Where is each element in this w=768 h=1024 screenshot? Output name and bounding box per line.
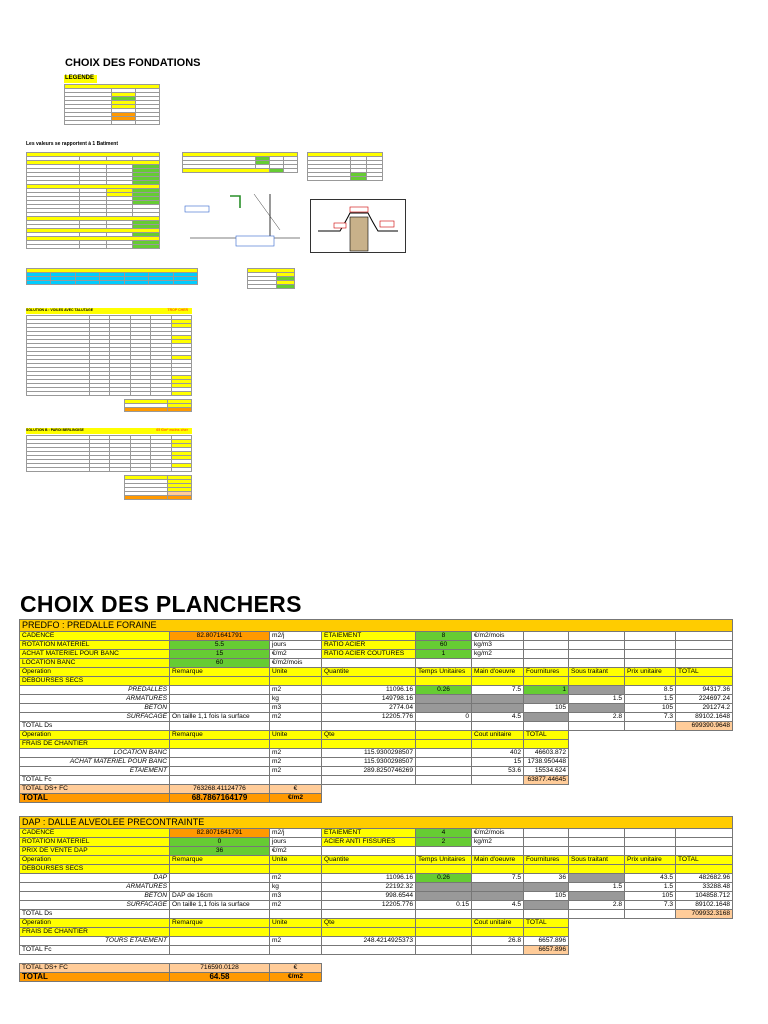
dap-section-title: DAP : DALLE ALVEOLEE PRECONTRAINTE — [20, 817, 733, 829]
unit-price-cell: 105 — [625, 704, 676, 713]
labour-cell: 4.5 — [472, 713, 524, 722]
column-header: Temps Unitaires — [416, 668, 472, 677]
param-unit: €/m2/mois — [472, 632, 524, 641]
param-unit: kg/m2 — [472, 650, 524, 659]
unit-cell: m3 — [270, 892, 322, 901]
param-unit: €/m2/mois — [472, 829, 524, 838]
unit-cost-cell: 53.6 — [472, 767, 524, 776]
solution-b-header — [26, 428, 192, 434]
total-label: TOTAL — [20, 794, 170, 803]
param-value: 4 — [416, 829, 472, 838]
total-label: TOTAL — [20, 973, 170, 982]
supply-cell — [524, 883, 569, 892]
total-dsfc-row — [20, 785, 733, 794]
time-cell: 0.26 — [416, 874, 472, 883]
quantity-cell: 115.9300298507 — [322, 758, 416, 767]
predfo-section-title: PREDFO : PREDALLE FORAINE — [20, 620, 733, 632]
total-cell: 33288.48 — [676, 883, 733, 892]
column-header-row — [20, 668, 733, 677]
subcontract-cell: 2.8 — [569, 713, 625, 722]
total-dsfc-label: TOTAL DS+ FC — [20, 964, 170, 973]
column-header: Prix unitaire — [625, 856, 676, 865]
remark-cell — [170, 937, 270, 946]
supply-cell: 105 — [524, 892, 569, 901]
param-value: 82.8071641791 — [170, 829, 270, 838]
solution-a-header — [26, 308, 192, 314]
supply-cell: 1 — [524, 686, 569, 695]
remark-cell — [170, 874, 270, 883]
operation-cell: DAP — [20, 874, 170, 883]
column-header: Qte — [322, 731, 416, 740]
quantity-cell: 12205.776 — [322, 901, 416, 910]
total-ds-row — [20, 910, 733, 919]
labour-cell — [472, 892, 524, 901]
param-label: CADENCE — [20, 632, 170, 641]
legend-title: LEGENDE — [64, 75, 97, 83]
param-label: ACIER ANTI FISSURES — [322, 838, 416, 847]
unit-cell: m2 — [270, 901, 322, 910]
column-header: Main d'oeuvre — [472, 668, 524, 677]
time-cell — [416, 883, 472, 892]
fc-header-row — [20, 731, 733, 740]
subcontract-cell — [569, 892, 625, 901]
remark-cell — [170, 883, 270, 892]
subcontract-cell — [569, 704, 625, 713]
supply-cell — [524, 901, 569, 910]
quantity-cell: 2774.04 — [322, 704, 416, 713]
total-dsfc-value: 763268.41124776 — [170, 785, 270, 794]
column-header: Fournitures — [524, 668, 569, 677]
total-ds-label: TOTAL Ds — [20, 910, 170, 919]
pile-section-diagram — [310, 199, 406, 253]
total-cell: 482682.96 — [676, 874, 733, 883]
total-cell: 224697.24 — [676, 695, 733, 704]
operation-cell: LOCATION BANC — [20, 749, 170, 758]
unit-cell: m2 — [270, 937, 322, 946]
total-cell: 1738.950448 — [524, 758, 569, 767]
param-unit: m2/j — [270, 632, 322, 641]
column-header: Quantite — [322, 668, 416, 677]
total-dsfc-value: 716590.0128 — [170, 964, 270, 973]
time-cell — [416, 892, 472, 901]
subcontract-cell: 2.8 — [569, 901, 625, 910]
total-cell: 94317.36 — [676, 686, 733, 695]
unit-price-cell: 7.3 — [625, 713, 676, 722]
param-label: ACHAT MATERIEL POUR BANC — [20, 650, 170, 659]
param-value: 1 — [416, 650, 472, 659]
subcontract-cell — [569, 874, 625, 883]
column-header: Remarque — [170, 919, 270, 928]
total-ds-value: 699390.9648 — [676, 722, 733, 731]
table-row — [20, 901, 733, 910]
supply-cell — [524, 695, 569, 704]
total-dsfc-unit: € — [270, 964, 322, 973]
quantity-cell: 998.6544 — [322, 892, 416, 901]
column-header: Qte — [322, 919, 416, 928]
total-ds-row — [20, 722, 733, 731]
column-header: Operation — [20, 731, 170, 740]
labour-cell — [472, 704, 524, 713]
operation-cell: ETAIEMENT — [20, 767, 170, 776]
column-header: Sous traitant — [569, 856, 625, 865]
supply-cell: 105 — [524, 704, 569, 713]
operation-cell: PREDALLES — [20, 686, 170, 695]
solution-a-title: SOLUTION A : VOILES AVEC TALUTAGE — [26, 308, 94, 312]
time-cell — [416, 704, 472, 713]
total-cell: 104858.712 — [676, 892, 733, 901]
total-fc-row — [20, 946, 733, 955]
column-header: TOTAL — [676, 856, 733, 865]
debourses-label: DEBOURSES SECS — [20, 677, 170, 686]
param-row — [20, 847, 733, 856]
column-header: TOTAL — [524, 919, 569, 928]
quantity-cell: 11096.16 — [322, 874, 416, 883]
time-cell: 0.26 — [416, 686, 472, 695]
total-cell: 15534.624 — [524, 767, 569, 776]
total-dsfc-row — [20, 964, 733, 973]
labour-cell: 4.5 — [472, 901, 524, 910]
unit-cell: m2 — [270, 758, 322, 767]
quantity-cell: 248.4214925373 — [322, 937, 416, 946]
param-label: ROTATION MATERIEL — [20, 838, 170, 847]
operation-cell: SURFACAGE — [20, 713, 170, 722]
param-row — [20, 650, 733, 659]
column-header: Unite — [270, 856, 322, 865]
values-note: Les valeurs se rapportent à 1 Batiment — [26, 141, 118, 147]
total-cell: 6657.896 — [524, 937, 569, 946]
column-header: Temps Unitaires — [416, 856, 472, 865]
table-row — [20, 892, 733, 901]
predfo-table — [19, 619, 733, 803]
remark-cell: On taille 1,1 fois la surface — [170, 713, 270, 722]
param-unit: kg/m2 — [472, 838, 524, 847]
param-unit: €/m2/mois — [270, 659, 322, 668]
remark-cell — [170, 749, 270, 758]
operation-cell: TOURS ETAIEMENT — [20, 937, 170, 946]
time-cell — [416, 695, 472, 704]
total-unit: €/m2 — [270, 973, 322, 982]
param-value: 60 — [416, 641, 472, 650]
time-cell: 0.15 — [416, 901, 472, 910]
unit-cell: m2 — [270, 874, 322, 883]
param-row — [20, 829, 733, 838]
param-unit: m2/j — [270, 829, 322, 838]
column-header: Unite — [270, 668, 322, 677]
table-row — [20, 695, 733, 704]
column-header: Unite — [270, 919, 322, 928]
param-label: LOCATION BANC — [20, 659, 170, 668]
fc-row — [20, 767, 733, 776]
frais-label: FRAIS DE CHANTIER — [20, 740, 170, 749]
column-header: Quantite — [322, 856, 416, 865]
table-row — [20, 704, 733, 713]
unit-cell: m2 — [270, 767, 322, 776]
unit-cost-cell: 26.8 — [472, 937, 524, 946]
param-label: PRIX DE VENTE DAP — [20, 847, 170, 856]
param-label: ROTATION MATERIEL — [20, 641, 170, 650]
column-header: Operation — [20, 856, 170, 865]
param-value: 82.8071641791 — [170, 632, 270, 641]
column-header: Prix unitaire — [625, 668, 676, 677]
total-fc-value: 63877.44645 — [524, 776, 569, 785]
solution-b-flag: 65 €/m² moins cher — [156, 428, 188, 432]
remark-cell: DAP de 16cm — [170, 892, 270, 901]
labour-cell: 7.5 — [472, 874, 524, 883]
debourses-label: DEBOURSES SECS — [20, 865, 170, 874]
subcontract-cell: 1.5 — [569, 883, 625, 892]
unit-cell: m2 — [270, 749, 322, 758]
column-header: Remarque — [170, 856, 270, 865]
table-row — [20, 713, 733, 722]
total-fc-label: TOTAL Fc — [20, 946, 170, 955]
total-ds-value: 709932.3168 — [676, 910, 733, 919]
remark-cell — [170, 767, 270, 776]
param-value: 8 — [416, 632, 472, 641]
solution-b-summary — [124, 475, 192, 500]
unit-cost-cell: 402 — [472, 749, 524, 758]
total-dsfc-unit: € — [270, 785, 322, 794]
column-header: Operation — [20, 668, 170, 677]
total-cell: 89102.1648 — [676, 713, 733, 722]
foundation-params-table — [26, 152, 160, 249]
unit-cell: m2 — [270, 713, 322, 722]
total-fc-label: TOTAL Fc — [20, 776, 170, 785]
infrastructure-table — [182, 152, 298, 173]
param-label: RATIO ACIER — [322, 641, 416, 650]
table-row — [20, 686, 733, 695]
subcontract-cell: 1.5 — [569, 695, 625, 704]
unit-cost-cell: 15 — [472, 758, 524, 767]
labour-cell — [472, 883, 524, 892]
param-unit: kg/m3 — [472, 641, 524, 650]
unit-price-cell: 43.5 — [625, 874, 676, 883]
column-header: Cout unitaire — [472, 731, 524, 740]
quantity-cell: 11096.16 — [322, 686, 416, 695]
labour-cell: 7.5 — [472, 686, 524, 695]
total-row — [20, 794, 733, 803]
total-cell: 89102.1648 — [676, 901, 733, 910]
total-ds-label: TOTAL Ds — [20, 722, 170, 731]
unit-cell: kg — [270, 695, 322, 704]
subcontract-cell — [569, 686, 625, 695]
operation-cell: SURFACAGE — [20, 901, 170, 910]
column-header: Sous traitant — [569, 668, 625, 677]
unit-cell: kg — [270, 883, 322, 892]
solution-b-table — [26, 435, 192, 472]
table-row — [20, 874, 733, 883]
total-unit: €/m2 — [270, 794, 322, 803]
param-value: 15 — [170, 650, 270, 659]
operation-cell: ACHAT MATERIEL POUR BANC — [20, 758, 170, 767]
quantity-cell: 149798.16 — [322, 695, 416, 704]
solution-a-table — [26, 315, 192, 396]
param-row — [20, 659, 733, 668]
operation-cell: BETON — [20, 892, 170, 901]
param-value: 36 — [170, 847, 270, 856]
unit-price-cell: 1.5 — [625, 883, 676, 892]
fondations-title: CHOIX DES FONDATIONS — [65, 57, 201, 69]
unit-price-cell: 105 — [625, 892, 676, 901]
param-value: 0 — [170, 838, 270, 847]
total-cell: 46603.872 — [524, 749, 569, 758]
remark-cell — [170, 758, 270, 767]
total-value: 64.58 — [170, 973, 270, 982]
total-dsfc-label: TOTAL DS+ FC — [20, 785, 170, 794]
pieux-table — [307, 152, 383, 181]
fc-row — [20, 937, 733, 946]
param-unit: €/m2 — [270, 847, 322, 856]
param-label: ETAIEMENT — [322, 632, 416, 641]
dap-table — [19, 816, 733, 982]
operation-cell: ARMATURES — [20, 695, 170, 704]
column-header: TOTAL — [676, 668, 733, 677]
semelle-table — [247, 268, 295, 289]
remark-cell — [170, 686, 270, 695]
planchers-title: CHOIX DES PLANCHERS — [20, 591, 302, 617]
column-header: Fournitures — [524, 856, 569, 865]
legend-block — [64, 75, 160, 125]
total-value: 68.7867164179 — [170, 794, 270, 803]
param-label: RATIO ACIER COUTURES — [322, 650, 416, 659]
column-header: Main d'oeuvre — [472, 856, 524, 865]
param-row — [20, 838, 733, 847]
fc-row — [20, 749, 733, 758]
quantity-cell: 289.8250746269 — [322, 767, 416, 776]
supply-cell: 36 — [524, 874, 569, 883]
column-header-row — [20, 856, 733, 865]
param-unit: €/m2 — [270, 650, 322, 659]
time-cell: 0 — [416, 713, 472, 722]
unit-price-cell: 8.5 — [625, 686, 676, 695]
column-header: Remarque — [170, 668, 270, 677]
solution-a-summary — [124, 399, 192, 412]
unit-price-cell: 7.3 — [625, 901, 676, 910]
supply-cell — [524, 713, 569, 722]
frais-label: FRAIS DE CHANTIER — [20, 928, 170, 937]
labour-cell — [472, 695, 524, 704]
fc-row — [20, 758, 733, 767]
param-unit: jours — [270, 838, 322, 847]
total-row — [20, 973, 733, 982]
param-row — [20, 632, 733, 641]
column-header: Unite — [270, 731, 322, 740]
total-fc-value: 6657.896 — [524, 946, 569, 955]
table-row — [20, 883, 733, 892]
column-header: Remarque — [170, 731, 270, 740]
unit-price-cell: 1.5 — [625, 695, 676, 704]
total-fc-row — [20, 776, 733, 785]
column-header: Cout unitaire — [472, 919, 524, 928]
reinforcement-table — [26, 268, 198, 285]
solution-b-title: SOLUTION B : PAROI BERLINOISE — [26, 428, 84, 432]
column-header: TOTAL — [524, 731, 569, 740]
remark-cell — [170, 695, 270, 704]
retaining-wall-diagram — [180, 190, 308, 256]
param-label: CADENCE — [20, 829, 170, 838]
total-cell: 291274.2 — [676, 704, 733, 713]
quantity-cell: 12205.776 — [322, 713, 416, 722]
param-unit: jours — [270, 641, 322, 650]
param-label: ETAIEMENT — [322, 829, 416, 838]
remark-cell: On taille 1,1 fois la surface — [170, 901, 270, 910]
fc-header-row — [20, 919, 733, 928]
remark-cell — [170, 704, 270, 713]
param-value: 60 — [170, 659, 270, 668]
unit-cell: m2 — [270, 686, 322, 695]
quantity-cell: 115.9300298507 — [322, 749, 416, 758]
quantity-cell: 22192.32 — [322, 883, 416, 892]
param-value: 5.5 — [170, 641, 270, 650]
column-header: Operation — [20, 919, 170, 928]
solution-a-flag: TROP CHER — [167, 308, 188, 312]
param-row — [20, 641, 733, 650]
operation-cell: BETON — [20, 704, 170, 713]
unit-cell: m3 — [270, 704, 322, 713]
operation-cell: ARMATURES — [20, 883, 170, 892]
param-value: 2 — [416, 838, 472, 847]
